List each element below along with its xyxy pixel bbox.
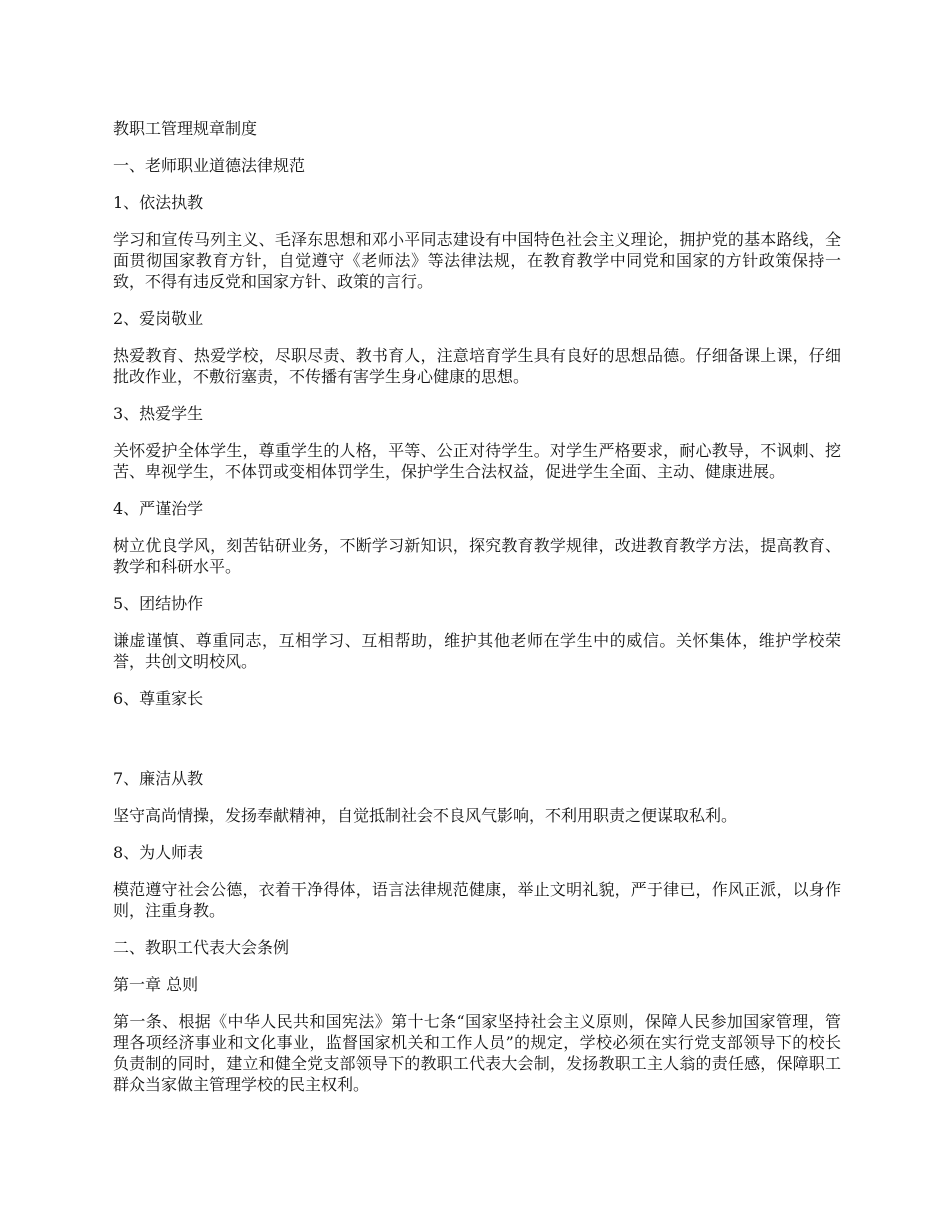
item-heading-5: 5、团结协作 — [113, 594, 204, 613]
section-heading-part1: 一、老师职业道德法律规范 — [113, 156, 306, 175]
item-heading-2: 2、爱岗敬业 — [113, 309, 204, 328]
article-1-text: 第一条、根据《中华人民共和国宪法》第十七条“国家坚持社会主义原则，保障人民参加国家管理，管理各项经济事业和文化事业，监督国家机关和工作人员”的规定，学校必须在实行党支部领导下的校长负责制的同时，建立和健全党支部领导下的教职工代表大会制，发扬教职工主人翁的责任感，保障职工群众当家做主管理学校的民主权利。 — [113, 1012, 841, 1094]
document-body — [113, 118, 841, 1111]
item-heading-4: 4、严谨治学 — [113, 499, 204, 518]
item-heading-7: 7、廉洁从教 — [113, 769, 204, 788]
item-heading-3: 3、热爱学生 — [113, 404, 204, 423]
chapter-heading-1: 第一章 总则 — [113, 975, 199, 994]
item-heading-6: 6、尊重家长 — [113, 689, 204, 708]
item-text-7: 坚守高尚情操，发扬奉献精神，自觉抵制社会不良风气影响，不利用职责之便谋取私利。 — [113, 806, 738, 825]
section-heading-part2: 二、教职工代表大会条例 — [113, 938, 290, 957]
item-text-1: 学习和宣传马列主义、毛泽东思想和邓小平同志建设有中国特色社会主义理论，拥护党的基本路线，全面贯彻国家教育方针，自觉遵守《老师法》等法律法规，在教育教学中同党和国家的方针政策保持一致，不得有违反党和国家方针、政策的言行。 — [113, 230, 841, 291]
document-title: 教职工管理规章制度 — [113, 119, 258, 138]
item-text-5: 谦虚谨慎、尊重同志，互相学习、互相帮助，维护其他老师在学生中的威信。关怀集体，维护学校荣誉，共创文明校风。 — [113, 631, 841, 671]
item-text-4: 树立优良学风，刻苦钻研业务，不断学习新知识，探究教育教学规律，改进教育教学方法，提高教育、教学和科研水平。 — [113, 536, 841, 576]
item-heading-1: 1、依法执教 — [113, 193, 204, 212]
item-text-8: 模范遵守社会公德，衣着干净得体，语言法律规范健康，举止文明礼貌，严于律已，作风正派，以身作则，注重身教。 — [113, 880, 841, 920]
item-heading-8: 8、为人师表 — [113, 843, 204, 862]
blank-space — [113, 725, 841, 768]
item-text-2: 热爱教育、热爱学校，尽职尽责、教书育人，注意培育学生具有良好的思想品德。仔细备课上课，仔细批改作业，不敷衍塞责，不传播有害学生身心健康的思想。 — [113, 346, 841, 386]
item-text-3: 关怀爱护全体学生，尊重学生的人格，平等、公正对待学生。对学生严格要求，耐心教导，不讽刺、挖苦、卑视学生，不体罚或变相体罚学生，保护学生合法权益，促进学生全面、主动、健康进展。 — [113, 441, 841, 481]
